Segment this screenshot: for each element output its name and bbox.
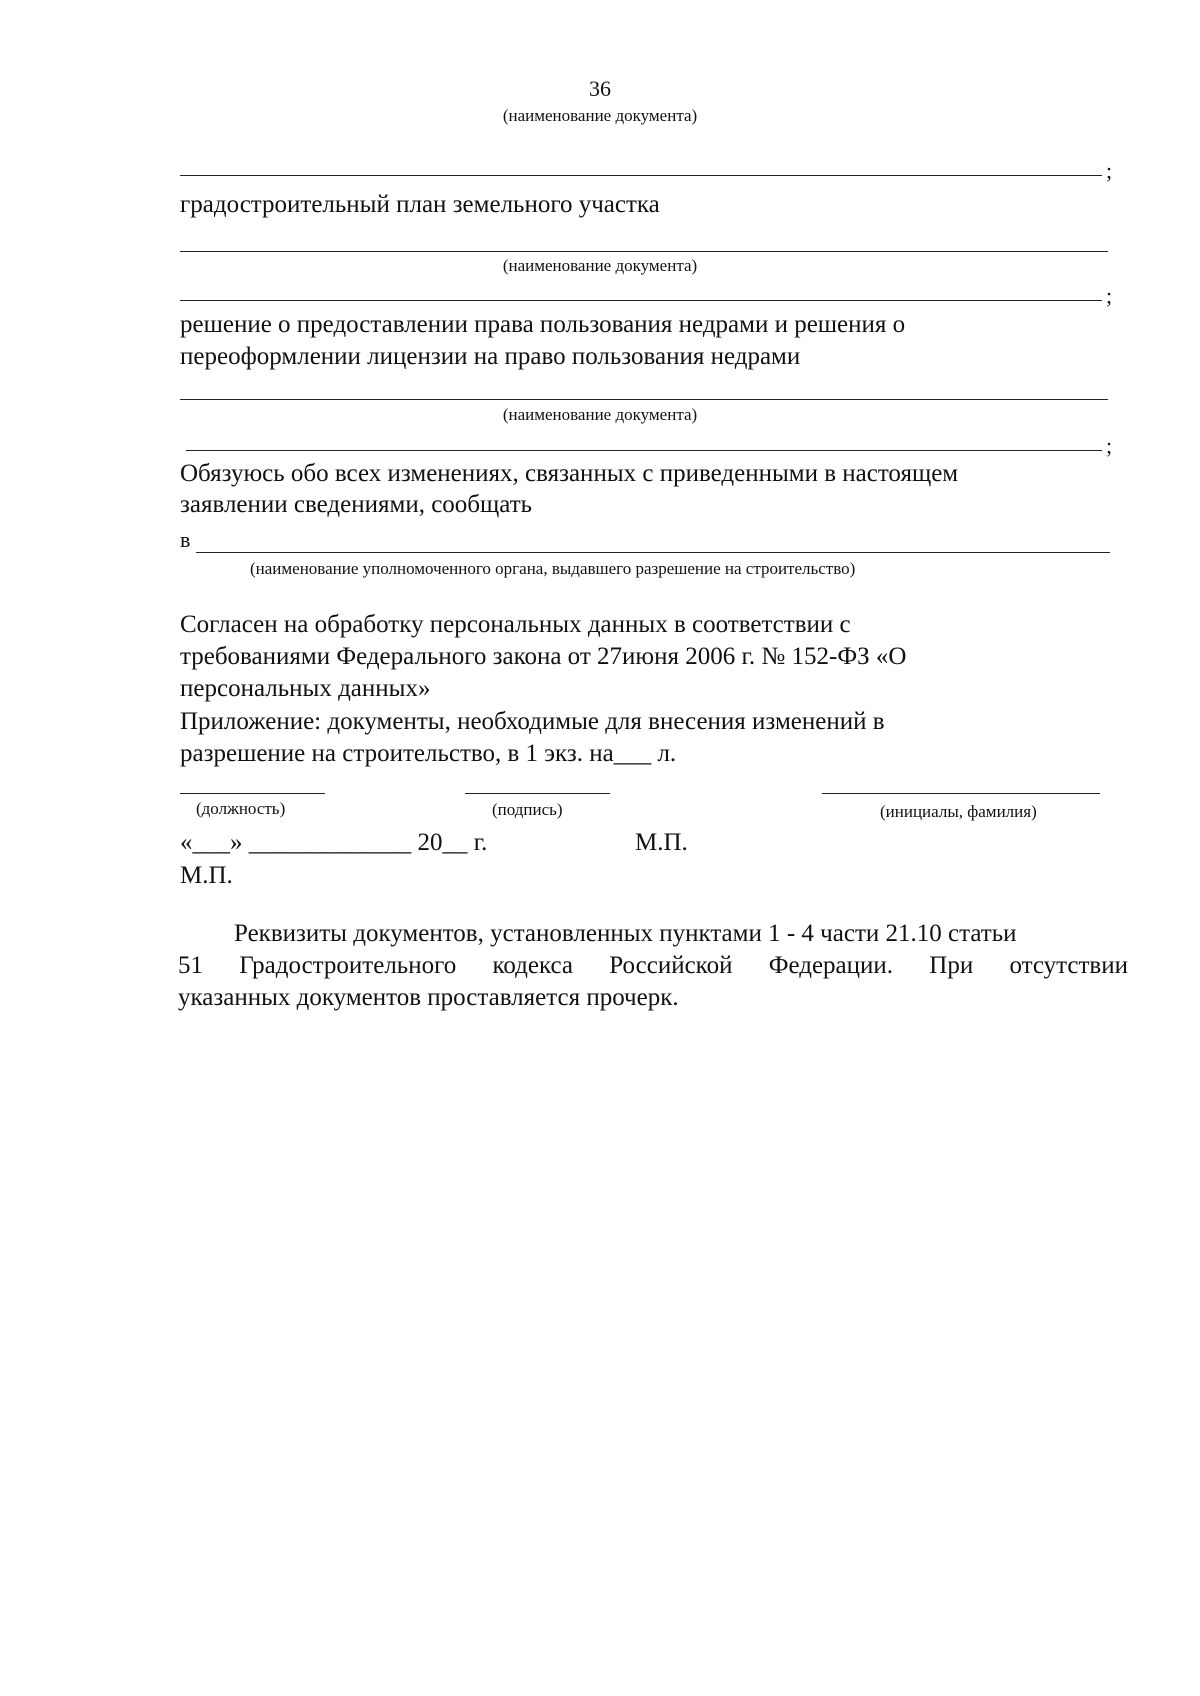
page-number: 36 [589, 76, 611, 101]
subsoil-decision-text: переоформлении лицензии на право пользования недрами [180, 343, 801, 370]
name-line [822, 793, 1100, 794]
line-semicolon: ; [1106, 158, 1113, 183]
date-line: «___» _____________ 20__ г. [180, 829, 488, 856]
subsoil-decision-text: решение о предоставлении права пользования недрами и решения о [180, 311, 906, 338]
stamp-label: М.П. [635, 829, 688, 856]
obligation-text: Обязуюсь обо всех изменениях, связанных с приведенными в настоящем [180, 460, 959, 487]
blank-line [180, 399, 1108, 400]
footnote-text: Реквизиты документов, установленных пунктами 1 - 4 части 21.10 статьи [234, 920, 1017, 947]
footnote-text: указанных документов проставляется прочерк. [178, 984, 679, 1011]
stamp-label-left: М.П. [180, 862, 233, 889]
document-name-caption: (наименование документа) [502, 256, 698, 275]
blank-line [180, 300, 1102, 301]
position-line [180, 793, 325, 794]
gpzu-title: градостроительный план земельного участка [180, 191, 660, 218]
signature-line [465, 793, 610, 794]
authority-prefix: в [180, 527, 191, 552]
consent-text: персональных данных» [180, 675, 431, 702]
authority-caption: (наименование уполномоченного органа, выдавшего разрешение на строительство) [250, 559, 856, 578]
document-name-caption: (наименование документа) [502, 106, 698, 125]
document-name-caption: (наименование документа) [502, 405, 698, 424]
appendix-text: Приложение: документы, необходимые для внесения изменений в [180, 708, 885, 735]
line-semicolon: ; [1106, 283, 1113, 308]
line-semicolon: ; [1106, 433, 1113, 458]
name-caption: (инициалы, фамилия) [880, 802, 1037, 821]
position-caption: (должность) [196, 799, 286, 818]
blank-line [186, 450, 1102, 451]
blank-line [180, 175, 1102, 176]
consent-text: требованиями Федерального закона от 27июня 2006 г. № 152-ФЗ «О [180, 643, 907, 670]
consent-text: Согласен на обработку персональных данных в соответствии с [180, 611, 851, 638]
signature-caption: (подпись) [492, 800, 563, 819]
appendix-text: разрешение на строительство, в 1 экз. на___ л. [180, 740, 677, 767]
blank-line [180, 251, 1108, 252]
footnote-text: 51 Градостроительного кодекса Российской Федерации. При отсутствии [178, 952, 1128, 979]
obligation-text: заявлении сведениями, сообщать [180, 491, 533, 518]
blank-line [196, 552, 1110, 553]
